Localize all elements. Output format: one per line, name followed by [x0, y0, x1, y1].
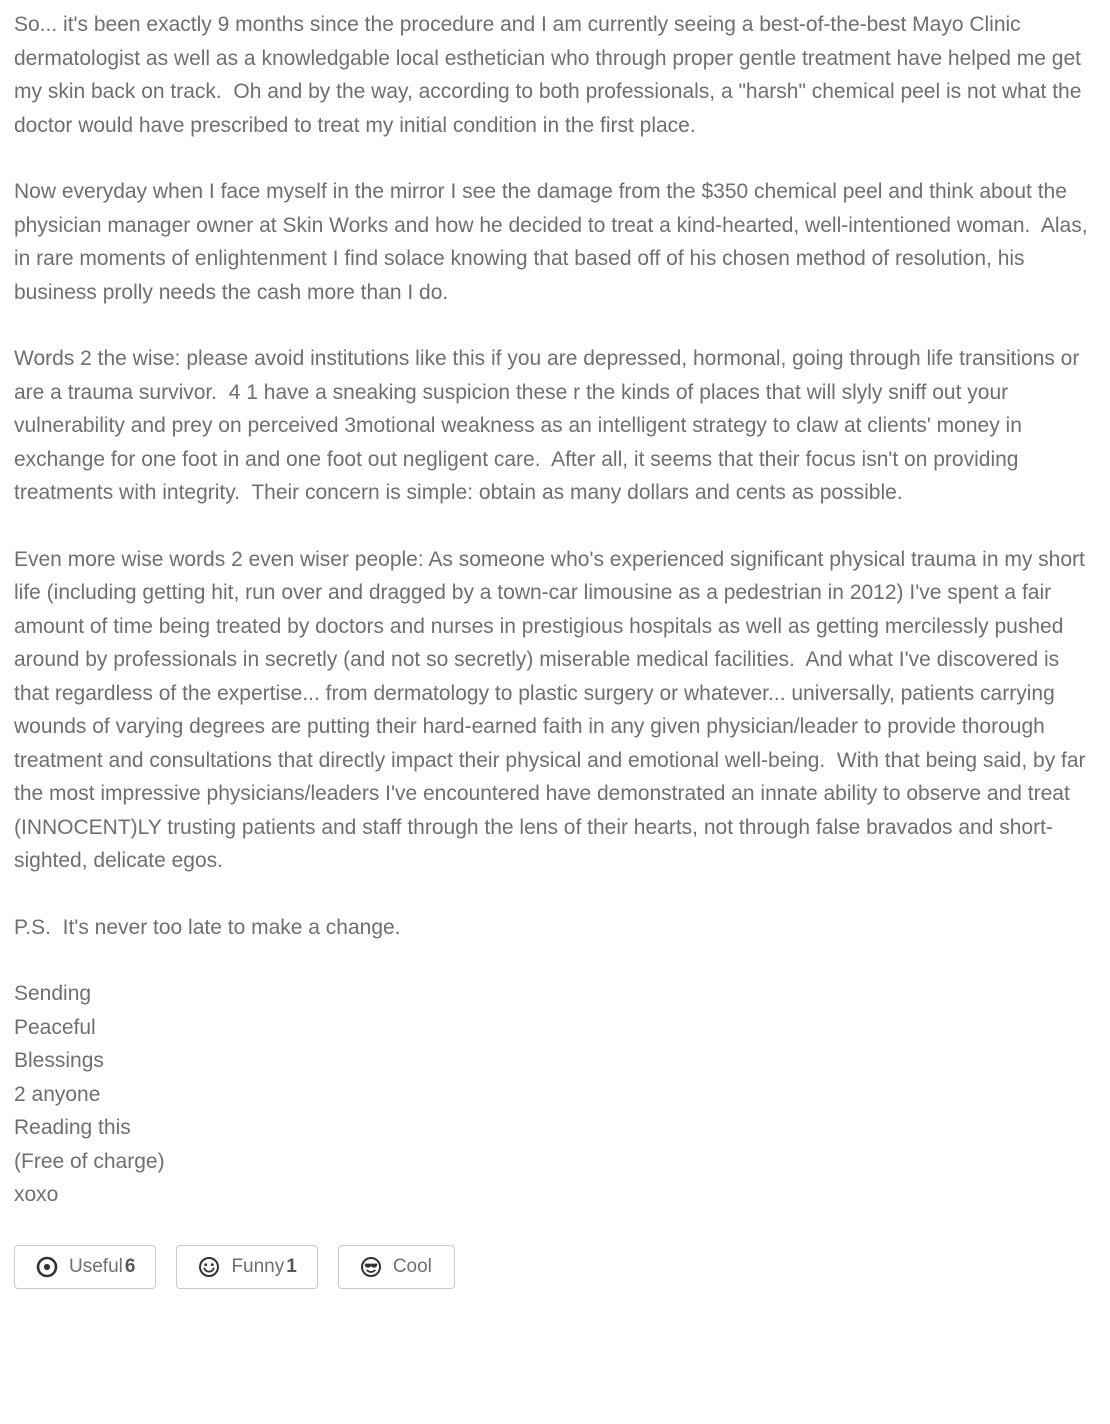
review-signoff	[14, 977, 1096, 1212]
review-paragraph: Even more wise words 2 even wiser people: As someone who's experienced significant physical trauma in my short life (including getting hit, run over and dragged by a town-car limousine as a pedestrian in 2012) I've spent a fair amount of time being treated by doctors and nurses in prestigious hospitals as well as getting mercilessly pushed around by professionals in secretly (and not so secretly) miserable medical facilities. And what I've discovered is that regardless of the expertise... from dermatology to plastic surgery or whatever... universally, patients carrying wounds of varying degrees are putting their hard-earned faith in any given physician/leader to provide thorough treatment and consultations that directly impact their physical and emotional well-being. With that being said, by far the most impressive physicians/leaders I've encountered have demonstrated an innate ability to observe and treat (INNOCENT)LY trusting patients and staff through the lens of their hearts, not through false bravados and short-sighted, delicate egos.	[14, 547, 1092, 872]
review-paragraph: Now everyday when I face myself in the mirror I see the damage from the $350 chemical peel and think about the physician manager owner at Skin Works and how he decided to treat a kind-hearted, well-intentioned woman. Alas, in rare moments of enlightenment I find solace knowing that based off of his chosen method of resolution, his business prolly needs the cash more than I do.	[14, 180, 1094, 304]
cool-label: Cool	[392, 1255, 432, 1277]
sunglasses-icon	[359, 1255, 383, 1279]
signoff-line: Peaceful	[14, 1015, 96, 1039]
target-icon	[35, 1255, 59, 1279]
useful-label: Useful	[69, 1255, 123, 1277]
signoff-line: Blessings	[14, 1049, 104, 1072]
funny-label: Funny	[231, 1255, 285, 1277]
signoff-line: xoxo	[14, 1183, 59, 1206]
review-paragraph: Words 2 the wise: please avoid institutions like this if you are depressed, hormonal, going through life transitions or are a trauma survivor. 4 1 have a sneaking suspicion these r the kinds of places that will slyly sniff out your vulnerability and prey on perceived 3motional weakness as an intelligent strategy to claw at clients' money in exchange for one foot in and one foot out negligent care. After all, it seems that their focus isn't on providing treatments with integrity. Their concern is simple: obtain as many dollars and cents as possible.	[14, 347, 1086, 504]
useful-count: 6	[124, 1255, 136, 1277]
signoff-line: 2 anyone	[14, 1082, 101, 1106]
smiley-icon	[197, 1255, 221, 1279]
signoff-line: Sending	[14, 982, 92, 1005]
useful-button[interactable]	[14, 1245, 156, 1289]
funny-count: 1	[286, 1255, 297, 1277]
signoff-line: Reading this	[14, 1116, 131, 1139]
review-text	[14, 8, 1096, 1212]
review-vote-buttons	[14, 1245, 1096, 1289]
signoff-line: (Free of charge)	[14, 1149, 165, 1173]
funny-button[interactable]	[176, 1245, 317, 1289]
review-paragraph-ps: P.S. It's never too late to make a change.	[14, 915, 401, 939]
cool-button[interactable]	[338, 1245, 455, 1289]
review-paragraph: So... it's been exactly 9 months since the procedure and I am currently seeing a best-of-the-best Mayo Clinic dermatologist as well as a knowledgable local esthetician who through proper gentle treatment have helped me get my skin back on track. Oh and by the way, according to both professionals, a "harsh" chemical peel is not what the doctor would have prescribed to treat my initial condition in the first place.	[14, 13, 1088, 137]
